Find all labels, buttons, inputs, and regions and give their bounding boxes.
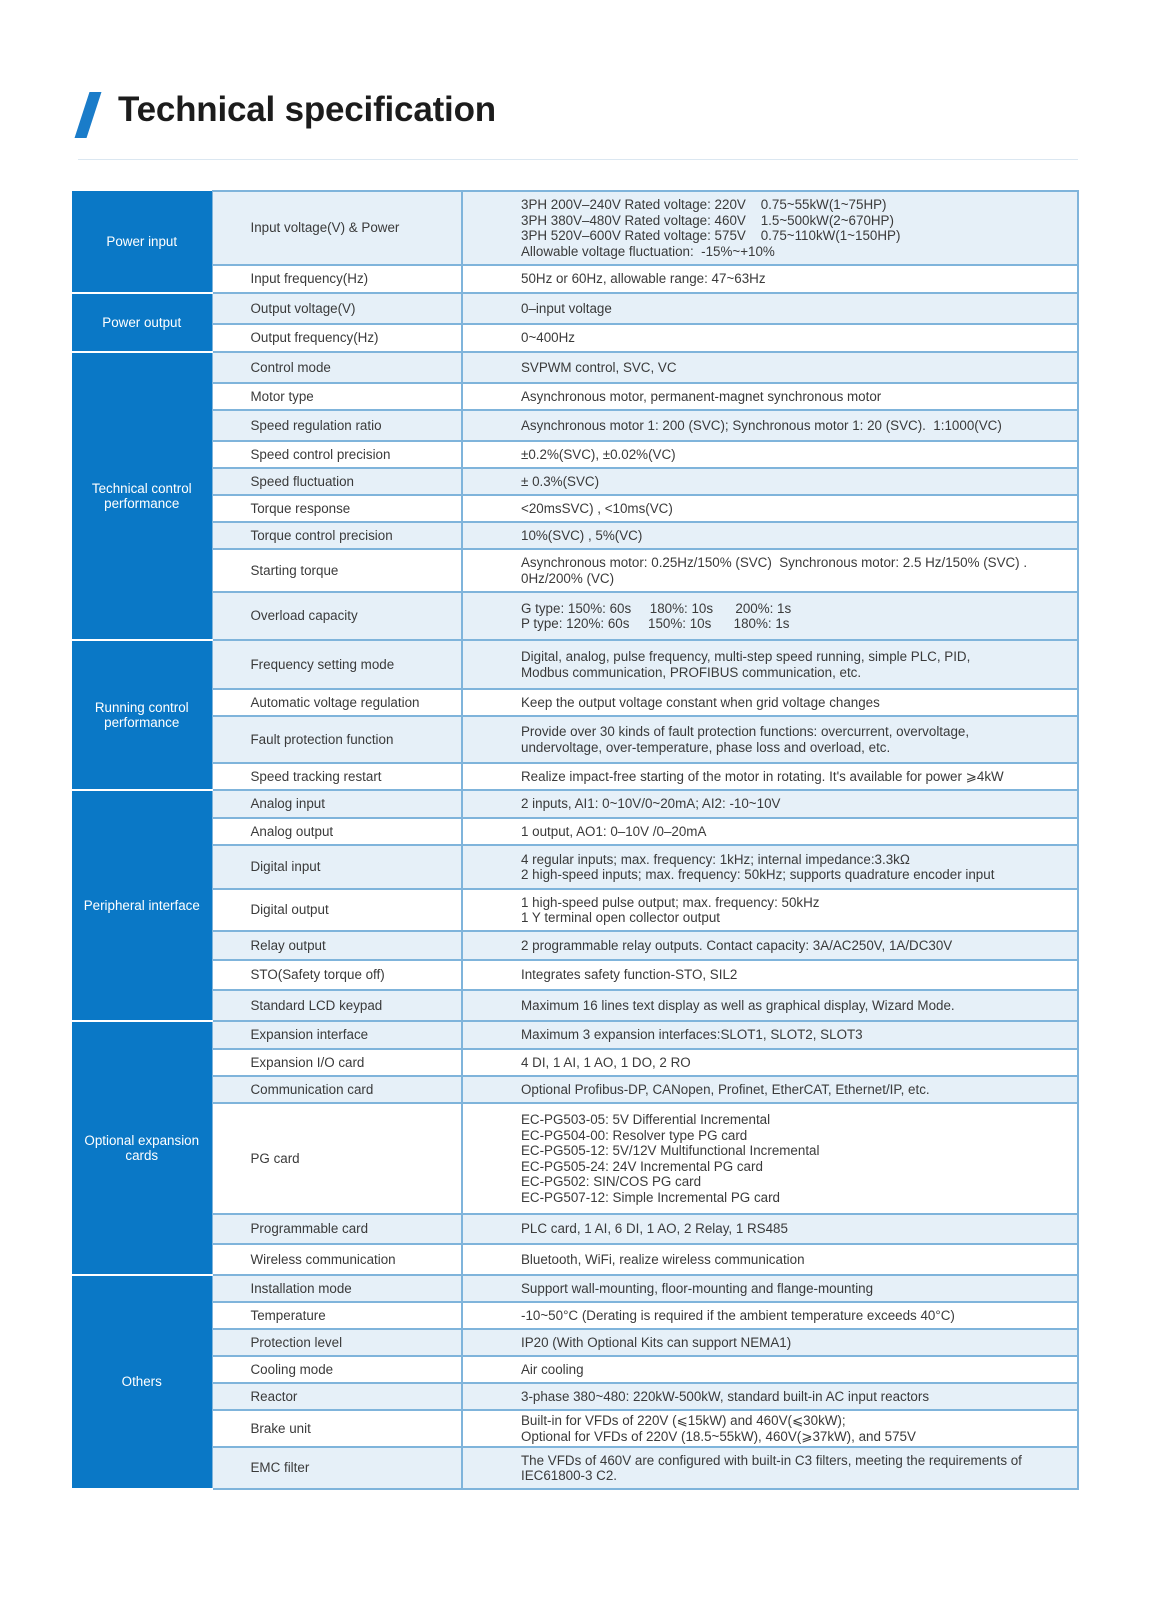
spec-item-label: Output frequency(Hz) <box>212 324 462 352</box>
spec-item-label: Digital input <box>212 845 462 889</box>
spec-value-cell <box>462 441 1078 468</box>
spec-value-line: EC-PG503-05: 5V Differential Incremental <box>521 1112 771 1127</box>
table-row <box>72 1410 1078 1447</box>
spec-value-line: Digital, analog, pulse frequency, multi-step speed running, simple PLC, PID, <box>521 649 971 664</box>
spec-value-line: PLC card, 1 AI, 6 DI, 1 AO, 2 Relay, 1 RS485 <box>521 1221 788 1237</box>
title-accent-slash <box>75 92 102 138</box>
table-row <box>72 640 1078 689</box>
spec-item-label: Input voltage(V) & Power <box>212 191 462 265</box>
spec-value-line: ± 0.3%(SVC) <box>521 473 600 489</box>
spec-value-cell <box>462 1244 1078 1275</box>
spec-item-label: Expansion interface <box>212 1021 462 1049</box>
table-row <box>72 763 1078 790</box>
spec-value-line: Bluetooth, WiFi, realize wireless communication <box>521 1251 805 1267</box>
spec-value-cell <box>462 191 1078 265</box>
spec-value-cell <box>462 790 1078 818</box>
table-row <box>72 265 1078 293</box>
spec-value-line: 3PH 380V–480V Rated voltage: 460V 1.5~500kW(2~670HP) <box>521 212 894 228</box>
spec-value-line: 0–input voltage <box>521 300 612 316</box>
spec-value-cell <box>462 592 1078 640</box>
spec-item-label: Relay output <box>212 931 462 960</box>
spec-value-cell <box>462 1275 1078 1302</box>
spec-value-line: Maximum 3 expansion interfaces:SLOT1, SLOT2, SLOT3 <box>521 1027 863 1043</box>
table-row <box>72 441 1078 468</box>
spec-value-line: Integrates safety function-STO, SIL2 <box>521 967 738 983</box>
category-cell: Peripheral interface <box>72 790 212 1021</box>
table-row <box>72 1302 1078 1329</box>
spec-item-label: PG card <box>212 1103 462 1214</box>
spec-item-label: Frequency setting mode <box>212 640 462 689</box>
spec-value-line: Optional for VFDs of 220V (18.5~55kW), 460V(⩾37kW), and 575V <box>521 1428 916 1444</box>
spec-item-label: Analog output <box>212 818 462 845</box>
spec-value-line: 2 programmable relay outputs. Contact capacity: 3A/AC250V, 1A/DC30V <box>521 937 953 953</box>
spec-item-label: Speed tracking restart <box>212 763 462 790</box>
spec-value-line: EC-PG505-12: 5V/12V Multifunctional Incremental <box>521 1143 820 1158</box>
spec-value-cell <box>462 1302 1078 1329</box>
spec-value-cell <box>462 293 1078 324</box>
table-row <box>72 1103 1078 1214</box>
spec-value-line: Asynchronous motor, permanent-magnet synchronous motor <box>521 388 882 404</box>
spec-value-cell <box>462 468 1078 495</box>
spec-value-cell <box>462 549 1078 592</box>
spec-value-line: Optional Profibus-DP, CANopen, Profinet, EtherCAT, Ethernet/IP, etc. <box>521 1081 930 1097</box>
spec-item-label: Overload capacity <box>212 592 462 640</box>
table-row <box>72 1214 1078 1244</box>
page-title: Technical specification <box>118 90 496 129</box>
spec-item-label: Installation mode <box>212 1275 462 1302</box>
table-row <box>72 592 1078 640</box>
table-row <box>72 1275 1078 1302</box>
table-row <box>72 383 1078 410</box>
spec-value-cell <box>462 845 1078 889</box>
spec-item-label: Standard LCD keypad <box>212 990 462 1021</box>
category-cell: Power output <box>72 293 212 352</box>
spec-item-label: Cooling mode <box>212 1356 462 1383</box>
table-row <box>72 352 1078 383</box>
table-row <box>72 1244 1078 1275</box>
spec-item-label: Temperature <box>212 1302 462 1329</box>
table-row <box>72 716 1078 763</box>
table-row <box>72 960 1078 990</box>
spec-value-cell <box>462 689 1078 716</box>
spec-value-line: 1 high-speed pulse output; max. frequency: 50kHz <box>521 894 820 910</box>
spec-value-line: <20msSVC) , <10ms(VC) <box>521 500 673 516</box>
spec-value-cell <box>462 763 1078 790</box>
spec-value-cell <box>462 1356 1078 1383</box>
spec-item-label: Torque response <box>212 495 462 522</box>
category-cell: Running control performance <box>72 640 212 790</box>
spec-item-label: Motor type <box>212 383 462 410</box>
spec-value-line: P type: 120%: 60s 150%: 10s 180%: 1s <box>521 616 790 631</box>
spec-value-line: 2 inputs, AI1: 0~10V/0~20mA; AI2: -10~10V <box>521 796 781 812</box>
spec-value-cell <box>462 1447 1078 1489</box>
spec-item-label: Reactor <box>212 1383 462 1410</box>
spec-value-line: Asynchronous motor 1: 200 (SVC); Synchronous motor 1: 20 (SVC). 1:1000(VC) <box>521 417 1002 433</box>
table-row <box>72 1076 1078 1103</box>
table-row <box>72 410 1078 441</box>
spec-item-label: STO(Safety torque off) <box>212 960 462 990</box>
spec-value-line: Realize impact-free starting of the motor in rotating. It's available for power ⩾4kW <box>521 768 1004 784</box>
spec-value-cell <box>462 324 1078 352</box>
spec-value-line: 0~400Hz <box>521 330 575 346</box>
spec-item-label: Fault protection function <box>212 716 462 763</box>
table-row <box>72 1447 1078 1489</box>
spec-item-label: Input frequency(Hz) <box>212 265 462 293</box>
spec-value-line: The VFDs of 460V are configured with built-in C3 filters, meeting the requirements of <box>521 1452 1022 1468</box>
category-cell: Technical control performance <box>72 352 212 640</box>
spec-item-label: Output voltage(V) <box>212 293 462 324</box>
spec-value-line: G type: 150%: 60s 180%: 10s 200%: 1s <box>521 600 792 616</box>
spec-value-line: 3PH 520V–600V Rated voltage: 575V 0.75~110kW(1~150HP) <box>521 228 901 243</box>
spec-item-label: Communication card <box>212 1076 462 1103</box>
spec-value-cell <box>462 1103 1078 1214</box>
table-row <box>72 522 1078 549</box>
spec-item-label: Automatic voltage regulation <box>212 689 462 716</box>
spec-value-cell <box>462 931 1078 960</box>
spec-value-line: SVPWM control, SVC, VC <box>521 359 677 375</box>
spec-value-line: undervoltage, over-temperature, phase loss and overload, etc. <box>521 739 891 755</box>
spec-value-cell <box>462 889 1078 931</box>
spec-value-line: Asynchronous motor: 0.25Hz/150% (SVC) Synchronous motor: 2.5 Hz/150% (SVC) . <box>521 555 1028 570</box>
spec-value-cell <box>462 383 1078 410</box>
spec-value-line: 1 Y terminal open collector output <box>521 910 721 925</box>
spec-value-cell <box>462 1214 1078 1244</box>
spec-value-line: 10%(SVC) , 5%(VC) <box>521 527 643 543</box>
spec-item-label: Control mode <box>212 352 462 383</box>
table-row <box>72 549 1078 592</box>
spec-item-label: EMC filter <box>212 1447 462 1489</box>
spec-item-label: Speed fluctuation <box>212 468 462 495</box>
spec-value-cell <box>462 990 1078 1021</box>
spec-value-line: 1 output, AO1: 0–10V /0–20mA <box>521 823 707 839</box>
spec-value-line: 0Hz/200% (VC) <box>521 570 615 586</box>
spec-value-line: EC-PG505-24: 24V Incremental PG card <box>521 1158 763 1174</box>
spec-value-line: Allowable voltage fluctuation: -15%~+10% <box>521 243 775 259</box>
spec-value-line: 4 regular inputs; max. frequency: 1kHz; internal impedance:3.3kΩ <box>521 851 910 867</box>
spec-item-label: Speed regulation ratio <box>212 410 462 441</box>
spec-item-label: Expansion I/O card <box>212 1049 462 1076</box>
title-divider <box>78 159 1078 160</box>
table-row <box>72 293 1078 324</box>
category-cell: Optional expansion cards <box>72 1021 212 1275</box>
spec-value-line: Built-in for VFDs of 220V (⩽15kW) and 460V(⩽30kW); <box>521 1413 846 1428</box>
spec-value-line: EC-PG504-00: Resolver type PG card <box>521 1127 748 1143</box>
spec-value-line: IEC61800-3 C2. <box>521 1468 618 1483</box>
spec-value-line: 3PH 200V–240V Rated voltage: 220V 0.75~55kW(1~75HP) <box>521 197 887 212</box>
spec-value-cell <box>462 522 1078 549</box>
spec-value-line: Modbus communication, PROFIBUS communication, etc. <box>521 664 862 680</box>
spec-value-cell <box>462 960 1078 990</box>
table-row <box>72 1049 1078 1076</box>
category-cell: Others <box>72 1275 212 1489</box>
spec-value-cell <box>462 818 1078 845</box>
spec-value-cell <box>462 1410 1078 1447</box>
spec-value-line: Provide over 30 kinds of fault protection functions: overcurrent, overvoltage, <box>521 724 970 739</box>
spec-table <box>72 190 1079 1490</box>
table-row <box>72 790 1078 818</box>
spec-value-line: 4 DI, 1 AI, 1 AO, 1 DO, 2 RO <box>521 1054 691 1070</box>
spec-value-line: EC-PG507-12: Simple Incremental PG card <box>521 1189 780 1205</box>
spec-value-line: Air cooling <box>521 1361 584 1377</box>
spec-value-line: 50Hz or 60Hz, allowable range: 47~63Hz <box>521 271 766 287</box>
table-row <box>72 845 1078 889</box>
spec-value-cell <box>462 352 1078 383</box>
table-row <box>72 1021 1078 1049</box>
spec-value-cell <box>462 1076 1078 1103</box>
spec-value-cell <box>462 640 1078 689</box>
spec-value-line: IP20 (With Optional Kits can support NEMA1) <box>521 1334 792 1350</box>
spec-value-line: Support wall-mounting, floor-mounting and flange-mounting <box>521 1280 874 1296</box>
spec-item-label: Starting torque <box>212 549 462 592</box>
category-cell: Power input <box>72 191 212 293</box>
spec-item-label: Digital output <box>212 889 462 931</box>
table-row <box>72 324 1078 352</box>
spec-value-cell <box>462 495 1078 522</box>
spec-item-label: Brake unit <box>212 1410 462 1447</box>
spec-item-label: Protection level <box>212 1329 462 1356</box>
table-row <box>72 495 1078 522</box>
table-row <box>72 889 1078 931</box>
spec-item-label: Wireless communication <box>212 1244 462 1275</box>
table-row <box>72 1329 1078 1356</box>
spec-value-line: -10~50°C (Derating is required if the ambient temperature exceeds 40°C) <box>521 1307 955 1323</box>
table-row <box>72 931 1078 960</box>
spec-item-label: Torque control precision <box>212 522 462 549</box>
spec-value-line: Keep the output voltage constant when grid voltage changes <box>521 694 880 710</box>
table-row <box>72 689 1078 716</box>
spec-value-cell <box>462 1021 1078 1049</box>
spec-value-line: 3-phase 380~480: 220kW-500kW, standard built-in AC input reactors <box>521 1388 930 1404</box>
table-row <box>72 990 1078 1021</box>
spec-item-label: Speed control precision <box>212 441 462 468</box>
spec-value-cell <box>462 410 1078 441</box>
spec-value-line: EC-PG502: SIN/COS PG card <box>521 1174 702 1189</box>
spec-value-line: ±0.2%(SVC), ±0.02%(VC) <box>521 446 676 462</box>
spec-value-cell <box>462 1049 1078 1076</box>
table-row <box>72 191 1078 265</box>
table-row <box>72 468 1078 495</box>
spec-item-label: Programmable card <box>212 1214 462 1244</box>
spec-value-line: 2 high-speed inputs; max. frequency: 50kHz; supports quadrature encoder input <box>521 867 995 882</box>
table-row <box>72 1383 1078 1410</box>
spec-value-cell <box>462 716 1078 763</box>
spec-value-line: Maximum 16 lines text display as well as graphical display, Wizard Mode. <box>521 997 955 1013</box>
spec-item-label: Analog input <box>212 790 462 818</box>
spec-value-cell <box>462 1329 1078 1356</box>
spec-value-cell <box>462 1383 1078 1410</box>
spec-value-cell <box>462 265 1078 293</box>
table-row <box>72 1356 1078 1383</box>
table-row <box>72 818 1078 845</box>
